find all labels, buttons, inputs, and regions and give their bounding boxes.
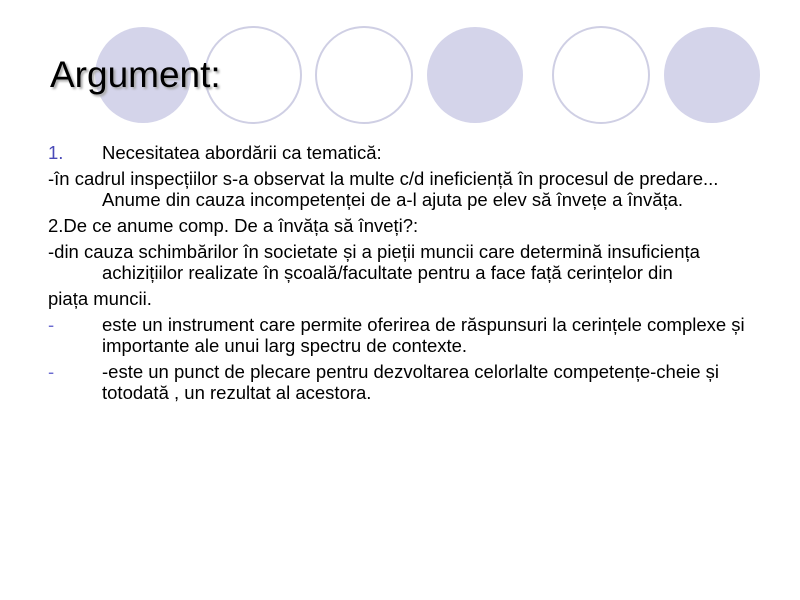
bullet-text: -este un punct de plecare pentru dezvoltarea celorlalte competențe-cheie și totodată , un rezultat al acestora.: [102, 361, 720, 403]
numbered-item-1: [48, 142, 768, 163]
paragraph-market: piața muncii.: [48, 288, 152, 309]
dash-bullet: -: [48, 314, 55, 335]
circle-6: [664, 27, 760, 123]
item-text: Necesitatea abordării ca tematică:: [102, 142, 382, 163]
slide-body: [48, 142, 768, 408]
bullet-text: este un instrument care permite oferirea de răspunsuri la cerințele complexe și importante ale unui larg spectru de contexte.: [102, 314, 745, 356]
circle-5: [553, 27, 649, 123]
paragraph-question: 2.De ce anume comp. De a învăța să înveți?:: [48, 215, 419, 236]
circle-4: [427, 27, 523, 123]
paragraph-society: -din cauza schimbărilor în societate și a pieții muncii care determină insuficiența achizițiilor realizate în școală/facultate pentru a face față cerințelor din: [48, 241, 700, 283]
slide-title: Argument:: [50, 54, 221, 95]
circle-3: [316, 27, 412, 123]
bullet-item-starting-point: [48, 361, 768, 403]
paragraph-inspection: -în cadrul inspecțiilor s-a observat la multe c/d ineficiență în procesul de predare... Anume din cauza incompetenței de a-l ajuta pe elev să învețe a învăța.: [48, 168, 719, 210]
dash-bullet: -: [48, 361, 55, 382]
item-number: 1.: [48, 142, 64, 163]
bullet-item-instrument: [48, 314, 768, 356]
